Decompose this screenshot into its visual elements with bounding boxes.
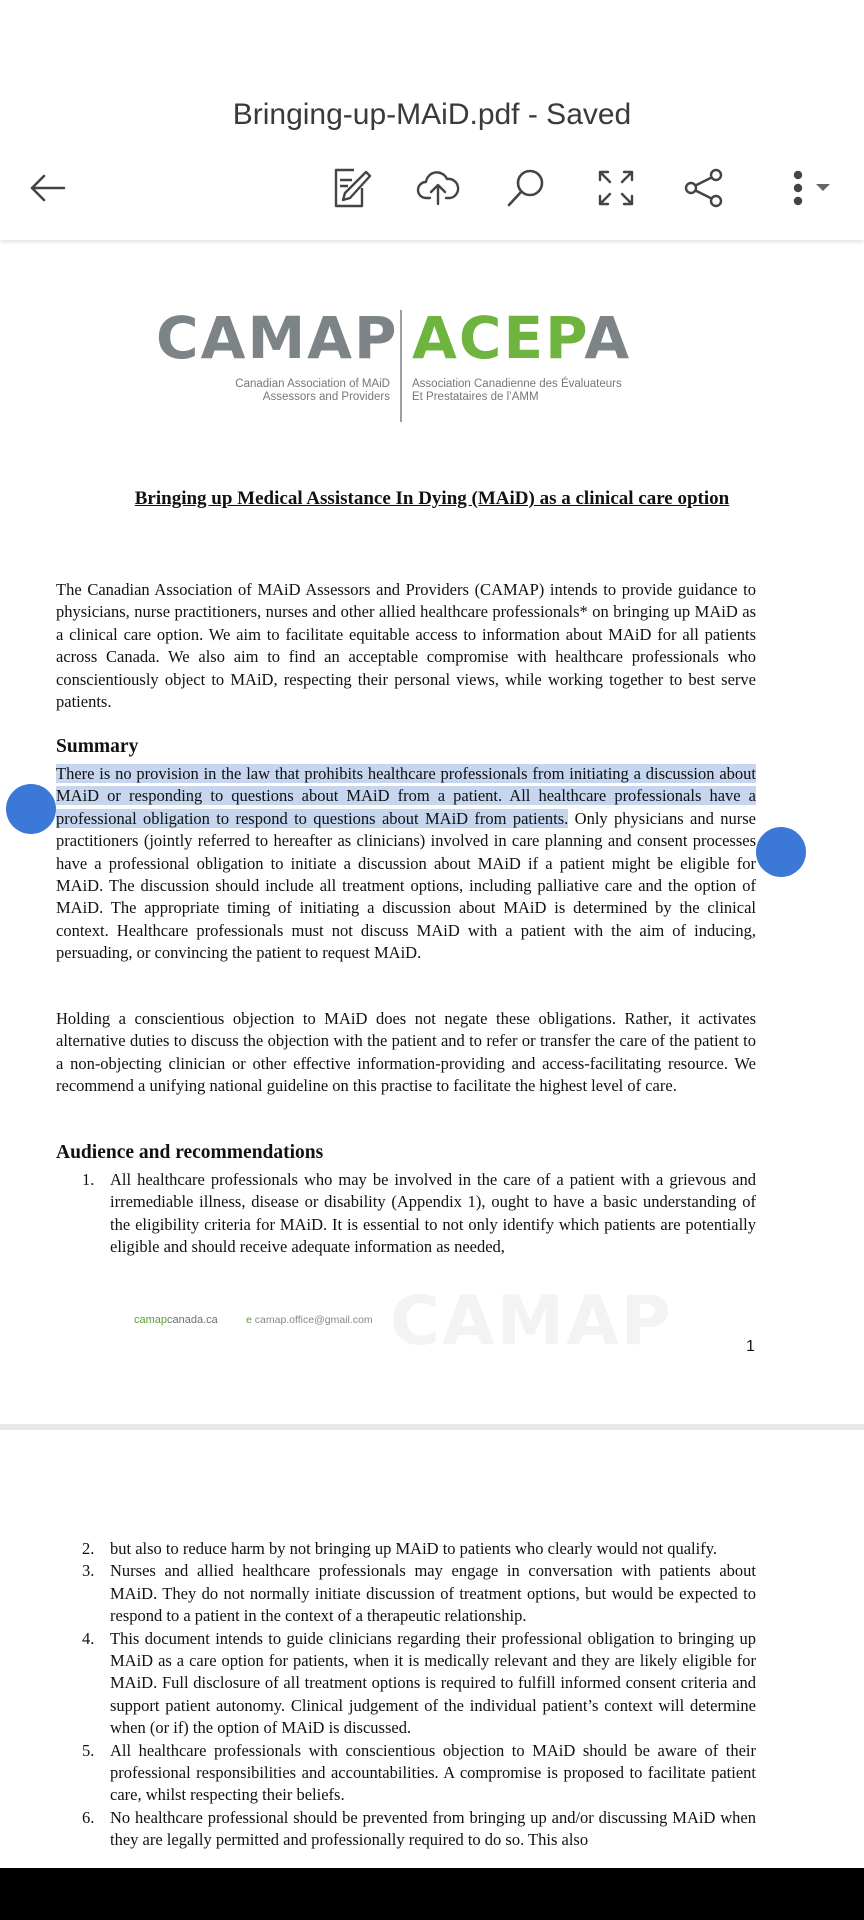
document-title: Bringing-up-MAiD.pdf - Saved bbox=[232, 98, 632, 131]
camap-logo bbox=[152, 304, 652, 424]
search-button[interactable] bbox=[502, 164, 550, 212]
logo-divider bbox=[400, 310, 402, 422]
edit-icon bbox=[328, 166, 372, 210]
selection-start-handle[interactable] bbox=[6, 784, 56, 834]
list-item-text: All healthcare professionals who may be involved in the care of a patient with a grievous and irremediable illness, disease or disability (Appendix 1), ought to have a basic understanding of the eligibility criteria for MAiD. It is essential to not only identify which patients are potentially eligible and should receive adequate information as needed, bbox=[110, 1170, 756, 1257]
list-item bbox=[82, 1538, 756, 1560]
logo-camap-word: CAMAP bbox=[156, 304, 399, 372]
list-item-number: 3. bbox=[82, 1561, 95, 1581]
back-icon bbox=[26, 166, 70, 210]
list-item bbox=[82, 1628, 756, 1740]
logo-acepa-subtitle: Association Canadienne des Évaluateurs Et Prestataires de l’AMM bbox=[412, 378, 622, 403]
list-item bbox=[82, 1169, 756, 1259]
recommendations-list-page2 bbox=[82, 1538, 756, 1852]
share-icon bbox=[682, 166, 726, 210]
intro-paragraph: The Canadian Association of MAiD Assessors and Providers (CAMAP) intends to provide guidance to physicians, nurse practitioners, nurses and other allied healthcare professionals* on bringing up MAiD as a clinical care option. We aim to facilitate equitable access to information about MAiD for all patients across Canada. We also aim to find an acceptable compromise with healthcare professionals who conscientiously object to MAiD, respecting their personal views, while working together to best serve patients. bbox=[56, 580, 756, 712]
list-item-number: 6. bbox=[82, 1807, 95, 1827]
more-options-button[interactable] bbox=[774, 164, 842, 212]
conscientious-objection-paragraph: Holding a conscientious objection to MAiD does not negate these obligations. Rather, it activates alternative duties to discuss the objection with the patient and to refer or transfer the care of the patient to a non-objecting clinician or other effective information-providing and access-facilitating resource. We recommend a unifying national guideline on this practise to facilitate the highest level of care. bbox=[56, 1009, 756, 1096]
more-options-icon bbox=[776, 166, 840, 210]
app-bar bbox=[0, 0, 864, 240]
list-item bbox=[82, 1560, 756, 1627]
cloud-upload-icon bbox=[416, 166, 460, 210]
search-icon bbox=[504, 166, 548, 210]
footer-website: camapcanada.ca bbox=[134, 1314, 218, 1326]
system-navigation-bar bbox=[0, 1868, 864, 1920]
list-item-text: Nurses and allied healthcare professionals may engage in conversation with patients about MAiD. They do not normally initiate discussion of treatment options, but would be expected to respond to a patient in the context of a therapeutic relationship. bbox=[110, 1561, 756, 1626]
selected-text[interactable]: There is no provision in the law that prohibits healthcare professionals from initiating a discussion about MAiD or responding to questions about MAiD from a patient. All healthcare professionals have a professional obligation to respond to questions about MAiD from patients. bbox=[56, 764, 756, 828]
summary-paragraph bbox=[56, 763, 756, 965]
cloud-upload-button[interactable] bbox=[414, 164, 462, 212]
list-item bbox=[82, 1740, 756, 1807]
list-item bbox=[82, 1807, 756, 1852]
recommendations-list-page1 bbox=[82, 1169, 756, 1259]
fullscreen-button[interactable] bbox=[592, 164, 640, 212]
logo-camap-subtitle: Canadian Association of MAiD Assessors and Providers bbox=[235, 378, 390, 403]
list-item-number: 2. bbox=[82, 1539, 95, 1558]
summary-rest-text: Only physicians and nurse practitioners (jointly referred to hereafter as clinicians) involved in care planning and consent processes have a professional obligation to initiate a discussion about MAiD if a patient might be eligible for MAiD. The discussion should include all treatment options, including palliative care and the option of MAiD. The appropriate timing of initiating a discussion about MAiD is determined by the clinical context. Healthcare professionals must not discuss MAiD with a patient with the aim of inducing, persuading, or convincing the patient to request MAiD. bbox=[56, 808, 756, 963]
list-item-number: 5. bbox=[82, 1740, 95, 1760]
list-item-number: 4. bbox=[82, 1628, 95, 1648]
fullscreen-icon bbox=[594, 166, 638, 210]
edit-button[interactable] bbox=[326, 164, 374, 212]
share-button[interactable] bbox=[680, 164, 728, 212]
document-heading: Bringing up Medical Assistance In Dying (MAiD) as a clinical care option bbox=[134, 488, 730, 509]
list-item-text: but also to reduce harm by not bringing up MAiD to patients who clearly would not qualify. bbox=[110, 1539, 718, 1558]
list-item-text: All healthcare professionals with conscientious objection to MAiD should be aware of their professional responsibilities and accountabilities. A compromise is proposed to facilitate patient care, whilst respecting their beliefs. bbox=[110, 1740, 756, 1805]
footer-email: e camap.office@gmail.com bbox=[246, 1314, 373, 1326]
list-item-text: This document intends to guide clinicians regarding their professional obligation to bringing up MAiD as a care option for patients, when it is medically relevant and they are likely eligible for MAiD. Full disclosure of all treatment options is required to fulfill informed consent criteria and support patient autonomy. Clinical judgement of the individual patient’s context will determine when (or if) the option of MAiD is discussed. bbox=[110, 1628, 756, 1738]
summary-heading: Summary bbox=[56, 736, 139, 757]
page-number: 1 bbox=[746, 1338, 755, 1355]
audience-heading: Audience and recommendations bbox=[56, 1142, 324, 1163]
footer-watermark: CAMAP bbox=[390, 1282, 673, 1361]
list-item-number: 1. bbox=[82, 1170, 95, 1189]
logo-acepa-word: ACEPA bbox=[412, 304, 632, 372]
list-item-text: No healthcare professional should be prevented from bringing up and/or discussing MAiD when they are legally permitted and professionally required to do so. This also bbox=[110, 1807, 756, 1850]
selection-end-handle[interactable] bbox=[756, 827, 806, 877]
back-button[interactable] bbox=[24, 164, 72, 212]
